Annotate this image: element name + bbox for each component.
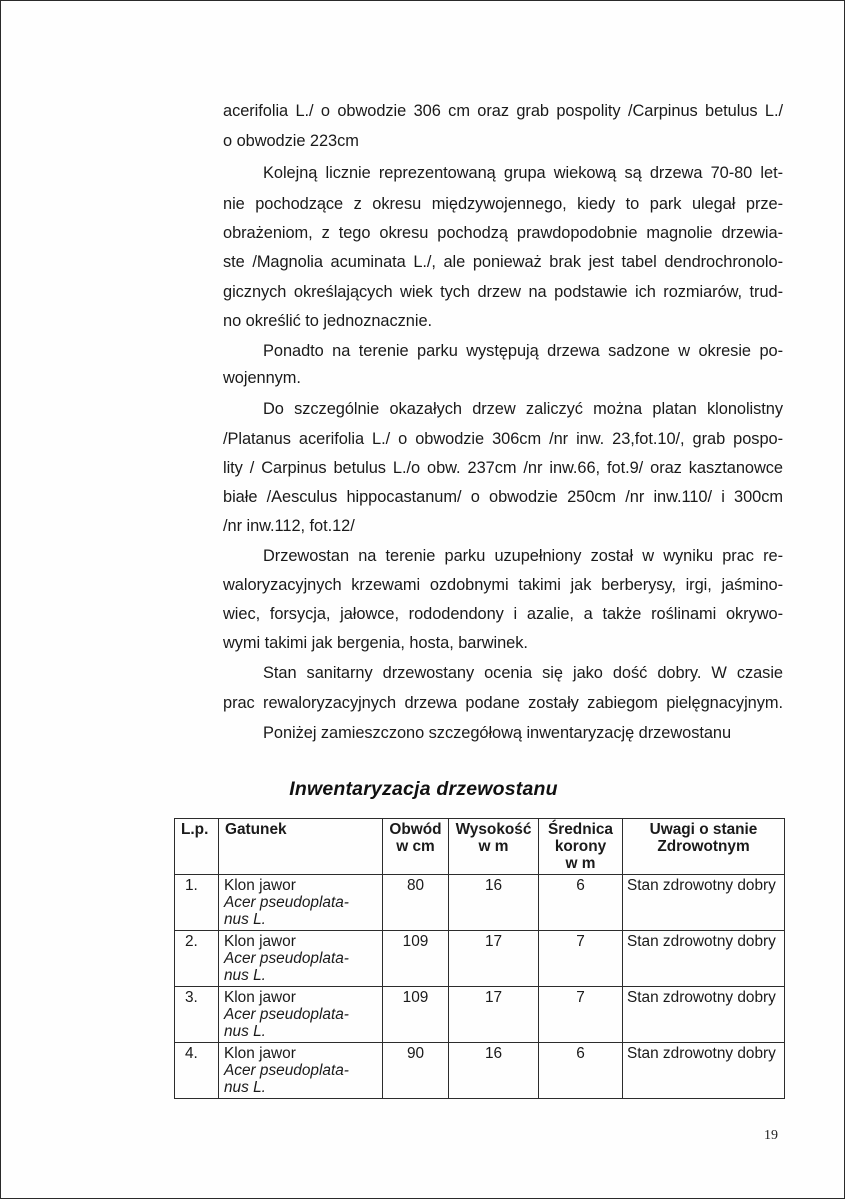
page-number: 19	[764, 1128, 778, 1143]
cell-lp: 1.	[175, 875, 219, 931]
cell-uwagi: Stan zdrowotny dobry	[623, 875, 785, 931]
cell-gatunek	[219, 987, 383, 1043]
cell-obwod: 109	[383, 931, 449, 987]
cell-wysokosc: 17	[449, 987, 539, 1043]
header-uwagi-line2: Zdrowotnym	[657, 838, 750, 855]
body-line: /nr inw.112, fot.12/	[223, 517, 355, 535]
body-line: obrażeniom, z tego okresu pochodzą prawdopodobnie magnolie drzewia-	[223, 224, 783, 242]
cell-wysokosc: 16	[449, 1043, 539, 1099]
species-latin-line2: nus L.	[224, 1023, 266, 1040]
species-name: Klon jawor	[224, 877, 296, 894]
body-line: Kolejną licznie reprezentowaną grupa wiekową są drzewa 70-80 let-	[263, 164, 783, 182]
header-wysokosc-line2: w m	[478, 838, 509, 855]
body-line: Drzewostan na terenie parku uzupełniony został w wyniku prac re-	[263, 547, 783, 565]
body-line: Do szczególnie okazałych drzew zaliczyć można platan klonolistny	[263, 400, 783, 418]
body-line: gicznych określających wiek tych drzew na podstawie ich rozmiarów, trud-	[223, 283, 783, 301]
cell-wysokosc: 17	[449, 931, 539, 987]
cell-srednica: 7	[539, 931, 623, 987]
table-row	[175, 931, 785, 987]
species-latin-line2: nus L.	[224, 1079, 266, 1096]
header-wysokosc	[449, 819, 539, 875]
species-name: Klon jawor	[224, 1045, 296, 1062]
header-uwagi	[623, 819, 785, 875]
cell-gatunek	[219, 931, 383, 987]
header-obwod-line2: w cm	[396, 838, 435, 855]
section-title: Inwentaryzacja drzewostanu	[289, 778, 558, 800]
cell-lp: 4.	[175, 1043, 219, 1099]
header-obwod	[383, 819, 449, 875]
species-latin-line2: nus L.	[224, 911, 266, 928]
header-uwagi-line1: Uwagi o stanie	[649, 821, 758, 838]
header-wysokosc-line1: Wysokość	[455, 821, 532, 838]
body-line: lity / Carpinus betulus L./o obw. 237cm /nr inw.66, fot.9/ oraz kasztanowce	[223, 459, 783, 477]
species-latin-line1: Acer pseudoplata-	[224, 1006, 349, 1023]
header-srednica-line3: w m	[565, 855, 596, 872]
body-line: Poniżej zamieszczono szczegółową inwentaryzację drzewostanu	[263, 724, 732, 742]
header-srednica	[539, 819, 623, 875]
species-latin-line1: Acer pseudoplata-	[224, 1062, 349, 1079]
cell-gatunek	[219, 1043, 383, 1099]
header-srednica-line2: korony	[554, 838, 607, 855]
body-line: acerifolia L./ o obwodzie 306 cm oraz grab pospolity /Carpinus betulus L./	[223, 102, 783, 120]
cell-gatunek	[219, 875, 383, 931]
cell-obwod: 80	[383, 875, 449, 931]
species-latin-line1: Acer pseudoplata-	[224, 894, 349, 911]
body-line: waloryzacyjnych krzewami ozdobnymi takimi jak berberysy, irgi, jaśmino-	[223, 576, 783, 594]
cell-obwod: 90	[383, 1043, 449, 1099]
body-line: nie pochodzące z okresu międzywojennego, kiedy to park ulegał prze-	[223, 195, 783, 213]
cell-srednica: 6	[539, 1043, 623, 1099]
species-name: Klon jawor	[224, 989, 296, 1006]
header-srednica-line1: Średnica	[547, 821, 613, 838]
cell-srednica: 7	[539, 987, 623, 1043]
species-name: Klon jawor	[224, 933, 296, 950]
table-row	[175, 987, 785, 1043]
species-latin-line2: nus L.	[224, 967, 266, 984]
cell-srednica: 6	[539, 875, 623, 931]
body-line: no określić to jednoznacznie.	[223, 312, 433, 330]
cell-lp: 2.	[175, 931, 219, 987]
cell-lp: 3.	[175, 987, 219, 1043]
body-line: /Platanus acerifolia L./ o obwodzie 306cm /nr inw. 23,fot.10/, grab pospo-	[223, 430, 783, 448]
body-line: o obwodzie 223cm	[223, 132, 359, 150]
body-line: wojennym.	[223, 369, 301, 387]
body-line: ste /Magnolia acuminata L./, ale ponieważ brak jest tabel dendrochronolo-	[223, 253, 783, 271]
species-latin-line1: Acer pseudoplata-	[224, 950, 349, 967]
table-row	[175, 875, 785, 931]
body-line: wiec, forsycja, jałowce, rododendony i azalie, a także roślinami okrywo-	[223, 605, 783, 623]
body-line: Stan sanitarny drzewostany ocenia się jako dość dobry. W czasie	[263, 664, 783, 682]
table-header-row	[175, 819, 785, 875]
header-gatunek: Gatunek	[219, 819, 383, 875]
body-line: wymi takimi jak bergenia, hosta, barwinek.	[223, 634, 528, 652]
body-line: prac rewaloryzacyjnych drzewa podane zostały zabiegom pielęgnacyjnym.	[223, 694, 783, 712]
body-line: białe /Aesculus hippocastanum/ o obwodzie 250cm /nr inw.110/ i 300cm	[223, 488, 783, 506]
cell-wysokosc: 16	[449, 875, 539, 931]
cell-uwagi: Stan zdrowotny dobry	[623, 987, 785, 1043]
cell-obwod: 109	[383, 987, 449, 1043]
inventory-table	[174, 818, 785, 1099]
table-row	[175, 1043, 785, 1099]
header-lp: L.p.	[175, 819, 219, 875]
cell-uwagi: Stan zdrowotny dobry	[623, 1043, 785, 1099]
body-line: Ponadto na terenie parku występują drzewa sadzone w okresie po-	[263, 342, 783, 360]
header-obwod-line1: Obwód	[389, 821, 442, 838]
cell-uwagi: Stan zdrowotny dobry	[623, 931, 785, 987]
